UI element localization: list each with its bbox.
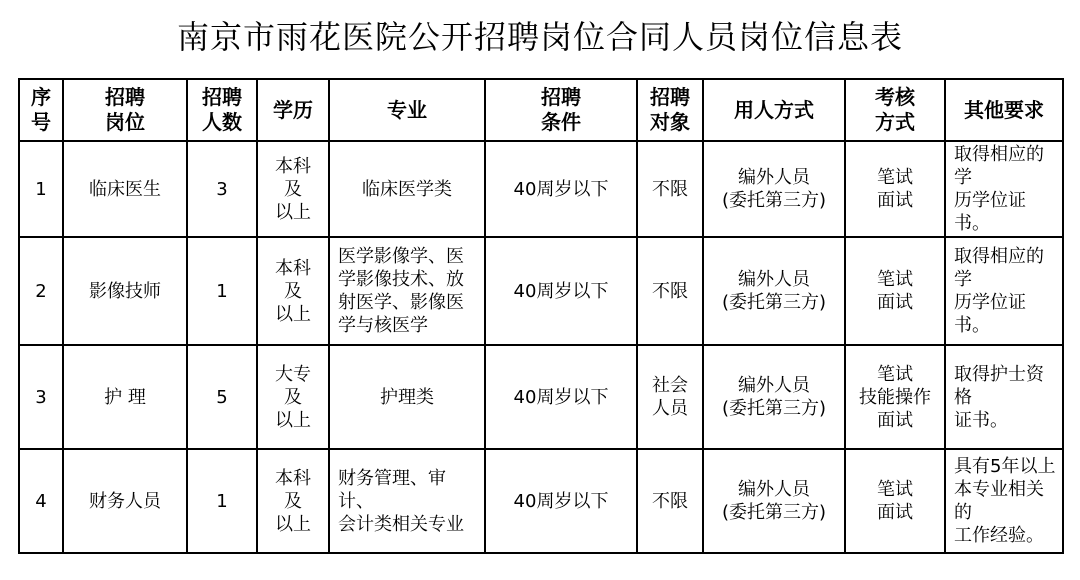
cell-major: 财务管理、审计、 会计类相关专业 — [329, 449, 485, 553]
cell-assessment: 笔试 面试 — [845, 237, 945, 345]
cell-assessment: 笔试 技能操作 面试 — [845, 345, 945, 449]
table-row — [19, 345, 1063, 449]
cell-count: 1 — [187, 237, 257, 345]
cell-count: 5 — [187, 345, 257, 449]
cell-no: 1 — [19, 141, 63, 237]
header-target: 招聘 对象 — [637, 79, 703, 141]
cell-count: 1 — [187, 449, 257, 553]
header-position: 招聘 岗位 — [63, 79, 187, 141]
cell-position: 临床医生 — [63, 141, 187, 237]
header-no: 序 号 — [19, 79, 63, 141]
header-employment: 用人方式 — [703, 79, 845, 141]
header-major: 专业 — [329, 79, 485, 141]
cell-target: 不限 — [637, 141, 703, 237]
cell-employment: 编外人员 (委托第三方) — [703, 449, 845, 553]
cell-target: 不限 — [637, 449, 703, 553]
cell-position: 影像技师 — [63, 237, 187, 345]
header-count: 招聘 人数 — [187, 79, 257, 141]
cell-target: 不限 — [637, 237, 703, 345]
table-row — [19, 449, 1063, 553]
header-row — [19, 79, 1063, 141]
table-row — [19, 141, 1063, 237]
cell-condition: 40周岁以下 — [485, 237, 637, 345]
cell-condition: 40周岁以下 — [485, 345, 637, 449]
header-other: 其他要求 — [945, 79, 1063, 141]
cell-condition: 40周岁以下 — [485, 141, 637, 237]
document-title: 南京市雨花医院公开招聘岗位合同人员岗位信息表 — [176, 18, 903, 56]
cell-no: 2 — [19, 237, 63, 345]
cell-position: 财务人员 — [63, 449, 187, 553]
cell-target: 社会 人员 — [637, 345, 703, 449]
recruitment-table — [18, 78, 1064, 554]
cell-major: 医学影像学、医 学影像技术、放 射医学、影像医 学与核医学 — [329, 237, 485, 345]
table-row — [19, 237, 1063, 345]
cell-employment: 编外人员 (委托第三方) — [703, 141, 845, 237]
header-education: 学历 — [257, 79, 329, 141]
cell-no: 4 — [19, 449, 63, 553]
cell-no: 3 — [19, 345, 63, 449]
cell-other: 取得相应的学 历学位证书。 — [945, 141, 1063, 237]
cell-other: 取得相应的学 历学位证书。 — [945, 237, 1063, 345]
cell-other: 具有5年以上 本专业相关的 工作经验。 — [945, 449, 1063, 553]
cell-education: 本科 及 以上 — [257, 141, 329, 237]
cell-condition: 40周岁以下 — [485, 449, 637, 553]
header-assessment: 考核 方式 — [845, 79, 945, 141]
cell-education: 本科 及 以上 — [257, 449, 329, 553]
cell-other: 取得护士资格 证书。 — [945, 345, 1063, 449]
cell-education: 大专 及 以上 — [257, 345, 329, 449]
cell-employment: 编外人员 (委托第三方) — [703, 237, 845, 345]
cell-assessment: 笔试 面试 — [845, 449, 945, 553]
cell-major: 临床医学类 — [329, 141, 485, 237]
cell-major: 护理类 — [329, 345, 485, 449]
cell-employment: 编外人员 (委托第三方) — [703, 345, 845, 449]
cell-count: 3 — [187, 141, 257, 237]
cell-position: 护 理 — [63, 345, 187, 449]
header-condition: 招聘 条件 — [485, 79, 637, 141]
cell-education: 本科 及 以上 — [257, 237, 329, 345]
cell-assessment: 笔试 面试 — [845, 141, 945, 237]
